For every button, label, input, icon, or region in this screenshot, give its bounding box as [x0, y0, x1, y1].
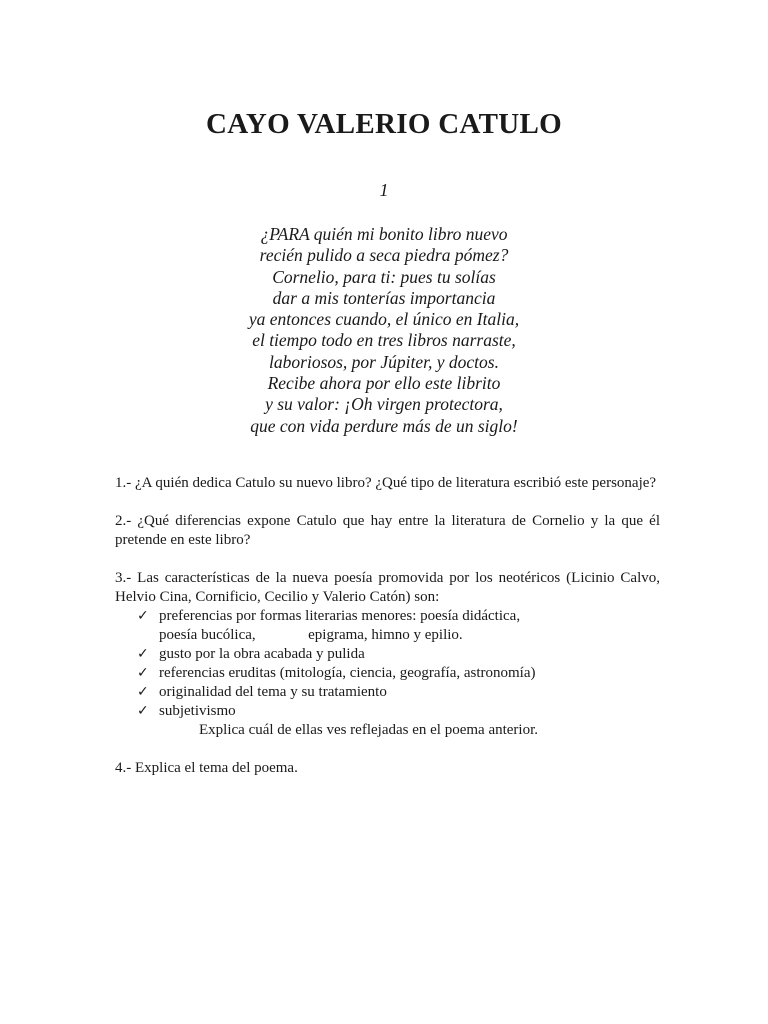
checklist-item-text: preferencias por formas literarias menores: poesía didáctica,: [159, 608, 521, 624]
checklist-item: [137, 645, 660, 664]
questions-section: [115, 474, 660, 797]
question-1: 1.- ¿A quién dedica Catulo su nuevo libro? ¿Qué tipo de literatura escribió este personaje?: [115, 475, 657, 491]
check-mark-icon: ✓: [137, 665, 149, 681]
checklist-item-text: gusto por la obra acabada y pulida: [159, 646, 365, 662]
checklist-item-text: subjetivismo: [159, 703, 236, 719]
check-mark-icon: ✓: [137, 703, 149, 719]
poem-number: 1: [379, 180, 389, 200]
poem: [0, 224, 768, 437]
checklist-item-continuation: poesía bucólica, epigrama, himno y epilio.: [159, 627, 463, 643]
question-4: 4.- Explica el tema del poema.: [115, 760, 298, 776]
poem-line: dar a mis tonterías importancia: [272, 287, 496, 308]
checklist-item-text: originalidad del tema y su tratamiento: [159, 684, 387, 700]
checklist-item: [137, 702, 660, 721]
checklist-item: [137, 607, 660, 645]
poem-line: el tiempo todo en tres libros narraste,: [252, 330, 516, 351]
characteristics-checklist: [115, 607, 660, 721]
check-mark-icon: ✓: [137, 608, 149, 624]
question-3-intro: 3.- Las características de la nueva poesía promovida por los neotéricos (Licinio Calvo, Helvio Cina, Cornificio, Cecilio y Valerio Catón) son:: [115, 570, 660, 605]
check-mark-icon: ✓: [137, 684, 149, 700]
checklist-item-text: referencias eruditas (mitología, ciencia, geografía, astronomía): [159, 665, 536, 681]
poem-line: Cornelio, para ti: pues tu solías: [272, 266, 496, 287]
checklist-item: [137, 664, 660, 683]
poem-line: y su valor: ¡Oh virgen protectora,: [265, 394, 503, 415]
question-3-instruction: Explica cuál de ellas ves reflejadas en el poema anterior.: [199, 722, 539, 738]
poem-line: laboriosos, por Júpiter, y doctos.: [269, 351, 499, 372]
check-mark-icon: ✓: [137, 646, 149, 662]
poem-line: recién pulido a seca piedra pómez?: [259, 245, 509, 266]
poem-line: que con vida perdure más de un siglo!: [250, 415, 518, 436]
poem-line: ya entonces cuando, el único en Italia,: [248, 309, 520, 330]
poem-line: ¿PARA quién mi bonito libro nuevo: [260, 224, 508, 244]
checklist-item: [137, 683, 660, 702]
poem-line: Recibe ahora por ello este librito: [267, 373, 501, 394]
document-title: CAYO VALERIO CATULO: [206, 108, 562, 140]
question-2: 2.- ¿Qué diferencias expone Catulo que hay entre la literatura de Cornelio y la que él pretende en este libro?: [115, 513, 660, 548]
